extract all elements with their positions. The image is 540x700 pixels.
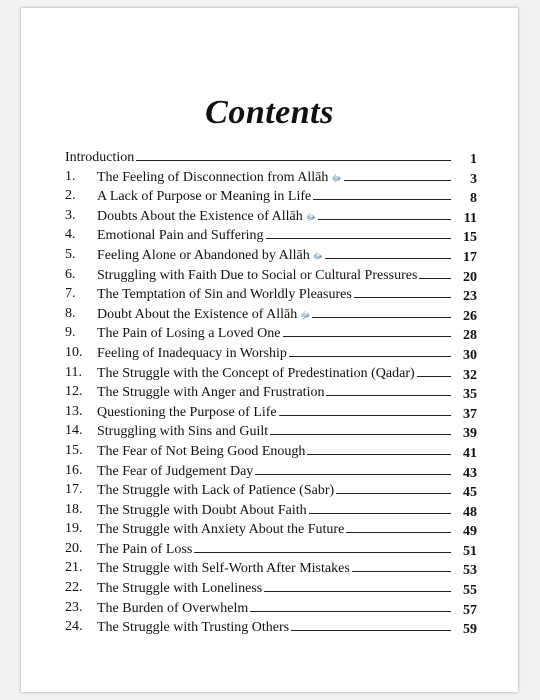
toc-entry-label: Doubts About the Existence of Allāh: [97, 208, 303, 224]
toc-page-number: 55: [463, 583, 477, 599]
toc-entry-label: The Pain of Losing a Loved One: [97, 326, 281, 342]
toc-entry-number: 11.: [65, 364, 82, 380]
toc-entry-number: 24.: [65, 619, 83, 635]
toc-entry[interactable]: [65, 167, 485, 187]
toc-leader-line: [255, 461, 451, 475]
toc-leader-line: [325, 245, 451, 259]
toc-entry-title-line: [97, 461, 457, 482]
toc-entry[interactable]: [65, 225, 485, 245]
toc-entry-title-line: [97, 363, 457, 384]
toc-entry-number: 12.: [65, 384, 83, 400]
toc-leader-line: [346, 519, 451, 533]
toc-entry-label: A Lack of Purpose or Meaning in Life: [97, 189, 312, 205]
toc-leader-line: [313, 186, 451, 200]
toc-page-number: 45: [463, 485, 477, 501]
toc-entry[interactable]: [65, 578, 485, 598]
toc-entry-number: 14.: [65, 423, 83, 439]
honorific-glyph-icon: ﷻ: [305, 211, 316, 222]
toc-entry[interactable]: [65, 304, 485, 324]
toc-leader-line: [250, 598, 451, 612]
toc-page-number: 3: [470, 171, 477, 187]
toc-entry-title-line: [97, 245, 457, 267]
toc-entry-label: The Struggle with Anger and Frustration: [97, 385, 325, 401]
toc-entry-title-line: [97, 265, 457, 286]
toc-entry-title-line: [65, 147, 457, 168]
toc-entry[interactable]: [65, 500, 485, 520]
toc-entry-number: 8.: [65, 305, 76, 321]
toc-entry-label: Struggling with Sins and Guilt: [97, 424, 269, 440]
toc-entry[interactable]: [65, 382, 485, 402]
toc-leader-line: [309, 500, 451, 514]
toc-entry[interactable]: [65, 147, 485, 167]
toc-leader-line: [279, 402, 451, 416]
toc-leader-line: [264, 578, 451, 592]
toc-page-number: 41: [463, 445, 477, 461]
toc-entry-title-line: [97, 167, 457, 189]
toc-entry-label: The Struggle with Loneliness: [97, 581, 263, 597]
toc-entry-label: Emotional Pain and Suffering: [97, 228, 264, 244]
toc-entry[interactable]: [65, 323, 485, 343]
toc-entry[interactable]: [65, 461, 485, 481]
toc-leader-line: [289, 343, 451, 357]
toc-entry-number: 7.: [65, 286, 76, 302]
toc-page-number: 48: [463, 504, 477, 520]
toc-entry-title-line: [97, 304, 457, 326]
toc-entry-label: The Struggle with the Concept of Predestination (Qadar): [97, 365, 415, 381]
toc-entry-label: The Fear of Not Being Good Enough: [97, 443, 306, 459]
toc-entry[interactable]: [65, 363, 485, 383]
toc-page-number: 57: [463, 602, 477, 618]
toc-entry-number: 18.: [65, 501, 83, 517]
toc-page-number: 11: [463, 210, 477, 226]
toc-entry-number: 5.: [65, 246, 76, 262]
toc-entry-number: 22.: [65, 580, 83, 596]
toc-leader-line: [270, 421, 451, 435]
table-of-contents: [65, 147, 485, 637]
toc-entry[interactable]: [65, 617, 485, 637]
toc-entry-label: Feeling of Inadequacy in Worship: [97, 345, 287, 361]
toc-entry-title-line: [97, 323, 457, 344]
toc-entry-label: Questioning the Purpose of Life: [97, 404, 277, 420]
toc-page-number: 59: [463, 622, 477, 638]
toc-entry-label: The Fear of Judgement Day: [97, 463, 254, 479]
toc-entry-label: Introduction: [65, 150, 135, 165]
toc-entry[interactable]: [65, 421, 485, 441]
toc-leader-line: [336, 480, 451, 494]
toc-entry[interactable]: [65, 343, 485, 363]
toc-entry-number: 15.: [65, 442, 83, 458]
toc-entry[interactable]: [65, 206, 485, 226]
toc-entry-number: 17.: [65, 482, 83, 498]
toc-entry[interactable]: [65, 402, 485, 422]
toc-page-number: 51: [463, 543, 477, 559]
toc-page-number: 17: [463, 249, 477, 265]
toc-entry-label: The Feeling of Disconnection from Allāh: [97, 169, 329, 185]
toc-entry-title-line: [97, 598, 457, 619]
toc-entry-label: The Struggle with Trusting Others: [97, 620, 290, 636]
toc-entry-label: The Struggle with Anxiety About the Future: [97, 522, 345, 538]
toc-entry[interactable]: [65, 186, 485, 206]
toc-entry-title-line: [97, 558, 457, 579]
toc-entry-number: 6.: [65, 266, 76, 282]
toc-page-number: 53: [463, 563, 477, 579]
toc-page-number: 1: [470, 152, 477, 167]
toc-page-number: 15: [463, 230, 477, 246]
toc-leader-line: [307, 441, 451, 455]
toc-entry-title-line: [97, 343, 457, 364]
toc-entry-title-line: [97, 539, 457, 560]
toc-page-number: 37: [463, 406, 477, 422]
toc-entry-title-line: [97, 186, 457, 207]
toc-page-number: 32: [463, 367, 477, 383]
toc-entry[interactable]: [65, 284, 485, 304]
toc-entry-number: 9.: [65, 325, 76, 341]
toc-leader-line: [326, 382, 451, 396]
toc-entry-title-line: [97, 480, 457, 501]
toc-entry-label: The Struggle with Doubt About Faith: [97, 502, 307, 518]
toc-entry-title-line: [97, 284, 457, 305]
toc-entry-label: The Temptation of Sin and Worldly Pleasures: [97, 287, 352, 303]
honorific-glyph-icon: ﷻ: [312, 250, 323, 261]
page-title: Contents: [205, 94, 334, 131]
toc-entry-title-line: [97, 206, 457, 228]
toc-entry-number: 16.: [65, 462, 83, 478]
toc-entry-title-line: [97, 225, 457, 246]
toc-leader-line: [417, 363, 451, 377]
toc-leader-line: [266, 225, 451, 239]
toc-page-number: 26: [463, 308, 477, 324]
toc-page-number: 23: [463, 289, 477, 305]
toc-entry-number: 13.: [65, 403, 83, 419]
toc-entry-label: Feeling Alone or Abandoned by Allāh: [97, 247, 310, 263]
toc-leader-line: [419, 265, 451, 279]
toc-entry-label: The Pain of Loss: [97, 541, 193, 557]
toc-entry-number: 10.: [65, 344, 83, 360]
honorific-glyph-icon: ﷻ: [300, 309, 311, 320]
toc-entry[interactable]: [65, 598, 485, 618]
toc-entry-label: The Struggle with Self-Worth After Mistakes: [97, 561, 350, 577]
toc-leader-line: [312, 304, 451, 318]
toc-entry-label: The Burden of Overwhelm: [97, 600, 249, 616]
toc-entry[interactable]: [65, 441, 485, 461]
toc-entry[interactable]: [65, 245, 485, 265]
toc-entry-number: 23.: [65, 599, 83, 615]
toc-page-number: 30: [463, 347, 477, 363]
toc-page-number: 28: [463, 328, 477, 344]
toc-entry-number: 21.: [65, 560, 83, 576]
toc-entry-title-line: [97, 402, 457, 423]
toc-entry[interactable]: [65, 480, 485, 500]
toc-entry-number: 2.: [65, 188, 76, 204]
toc-entry-title-line: [97, 421, 457, 442]
toc-entry-number: 1.: [65, 168, 76, 184]
toc-entry-title-line: [97, 519, 457, 540]
toc-leader-line: [291, 617, 451, 631]
toc-page-number: 20: [463, 269, 477, 285]
toc-entry-number: 4.: [65, 227, 76, 243]
toc-leader-line: [318, 206, 451, 220]
toc-entry-title-line: [97, 441, 457, 462]
toc-entry[interactable]: [65, 539, 485, 559]
toc-entry-number: 19.: [65, 521, 83, 537]
toc-leader-line: [352, 558, 451, 572]
toc-entry-title-line: [97, 578, 457, 599]
toc-page-number: 35: [463, 387, 477, 403]
toc-page-number: 49: [463, 524, 477, 540]
toc-entry[interactable]: [65, 265, 485, 285]
toc-entry-label: Doubt About the Existence of Allāh: [97, 306, 298, 322]
toc-entry[interactable]: [65, 519, 485, 539]
toc-entry-title-line: [97, 382, 457, 403]
toc-entry-label: Struggling with Faith Due to Social or Cultural Pressures: [97, 267, 418, 283]
toc-leader-line: [283, 323, 451, 337]
honorific-glyph-icon: ﷻ: [331, 172, 342, 183]
toc-leader-line: [354, 284, 451, 298]
toc-entry-title-line: [97, 617, 457, 638]
toc-leader-line: [136, 147, 451, 161]
toc-entry-title-line: [97, 500, 457, 521]
toc-entry-number: 3.: [65, 207, 76, 223]
toc-leader-line: [344, 167, 451, 181]
toc-page-number: 39: [463, 426, 477, 442]
toc-page-number: 8: [470, 191, 477, 207]
toc-entry[interactable]: [65, 558, 485, 578]
toc-entry-label: The Struggle with Lack of Patience (Sabr): [97, 483, 335, 499]
toc-page-number: 43: [463, 465, 477, 481]
toc-leader-line: [194, 539, 451, 553]
document-page: [21, 8, 518, 692]
toc-entry-number: 20.: [65, 540, 83, 556]
